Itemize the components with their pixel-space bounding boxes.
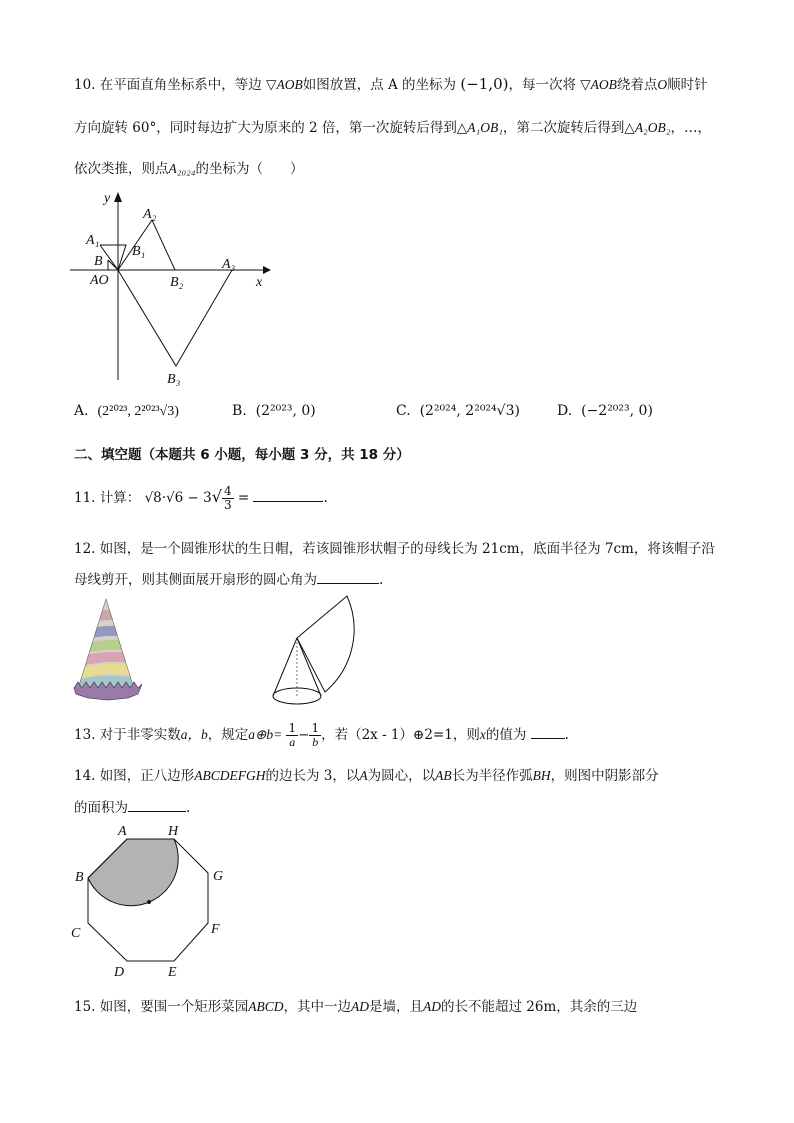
label-C: C	[71, 926, 81, 941]
q11-answer-blank[interactable]	[253, 489, 323, 502]
section-title: 二、填空题（本题共 6 小题，每小题 3 分，共 18 分）	[74, 447, 410, 463]
y-axis-arrow	[114, 192, 122, 202]
label-B: B	[75, 870, 84, 885]
q14-line2: 的面积为 .	[74, 800, 191, 816]
q10-line3: 依次类推，则点A₂₀₂₄的坐标为（ ）	[74, 161, 304, 177]
cone-right-edge	[297, 638, 321, 696]
label-x: x	[256, 275, 263, 290]
shaded-region	[88, 839, 178, 906]
q14-line1: 14. 如图，正八边形ABCDEFGH的边长为 3，以A为圆心，以AB长为半径作弧BH，则图中阴影部分	[74, 768, 659, 784]
q11-fraction: $\frac{4}{3}$	[223, 484, 232, 512]
label-E: E	[168, 965, 177, 980]
triangle-a1ob1	[100, 245, 126, 270]
q13-answer-blank[interactable]	[531, 726, 565, 739]
label-a2: A₂	[143, 207, 157, 222]
q12-line1: 12. 如图，是一个圆锥形状的生日帽，若该圆锥形状帽子的母线长为 21cm，底面半径为 7cm，将该帽子沿	[74, 541, 715, 557]
x-axis-arrow	[263, 266, 271, 274]
cone-left-edge	[273, 638, 297, 696]
label-D: D	[114, 965, 125, 980]
label-a1: A₁	[86, 233, 100, 248]
label-A: A	[118, 824, 127, 839]
label-a3: A₃	[222, 257, 236, 272]
q12-line2: 母线剪开，则其侧面展开扇形的圆心角为 .	[74, 572, 384, 588]
triangle-a2ob2	[118, 220, 175, 270]
sector-shape	[297, 596, 354, 692]
option-d: D. (−2²⁰²³, 0)	[557, 403, 653, 419]
q11: 11. 计算： √8·√6 − 3√ $\frac{4}{3}$ = .	[74, 484, 328, 512]
option-b: B. (2²⁰²³, 0)	[232, 403, 316, 419]
cone-sector-figure	[265, 592, 375, 710]
figure-rotation-triangles	[60, 180, 280, 395]
label-b: B	[94, 254, 103, 269]
label-y: y	[104, 191, 111, 206]
q12-answer-blank[interactable]	[317, 571, 379, 584]
label-a-o: AO	[90, 273, 109, 288]
label-G: G	[213, 869, 224, 884]
q10-line1: 10. 在平面直角坐标系中，等边 ▽AOB如图放置，点 A 的坐标为 (−1,0)，每一次将 ▽AOB绕着点O顺时针	[74, 75, 708, 93]
q15-line1: 15. 如图，要围一个矩形菜园ABCD，其中一边AD是墙，且AD的长不能超过 26m，其余的三边	[74, 999, 638, 1015]
party-hat-image	[68, 596, 148, 704]
option-a: A. (2²⁰²³, 2²⁰²³√3)	[74, 403, 179, 419]
label-H: H	[168, 824, 179, 839]
q14-answer-blank[interactable]	[128, 799, 186, 812]
option-c: C. (2²⁰²⁴, 2²⁰²⁴√3)	[396, 403, 520, 419]
triangle-aob	[108, 260, 118, 270]
label-b3: B₃	[167, 372, 181, 387]
q13: 13. 对于非零实数a，b，规定a⊕b= $\frac{1}{a}$ − $\frac{1}{b}$ ，若（2x - 1）⊕2=1，则x的值为 .	[74, 721, 569, 749]
label-b1: B₁	[132, 244, 146, 259]
label-b2: B₂	[170, 275, 184, 290]
label-F: F	[211, 922, 220, 937]
center-dot	[147, 900, 151, 904]
q10-line2: 方向旋转 60°，同时每边扩大为原来的 2 倍，第一次旋转后得到△A₁OB₁，第二次旋转后得到△A₂OB₂，…，	[74, 120, 711, 136]
octagon-figure	[66, 820, 236, 985]
